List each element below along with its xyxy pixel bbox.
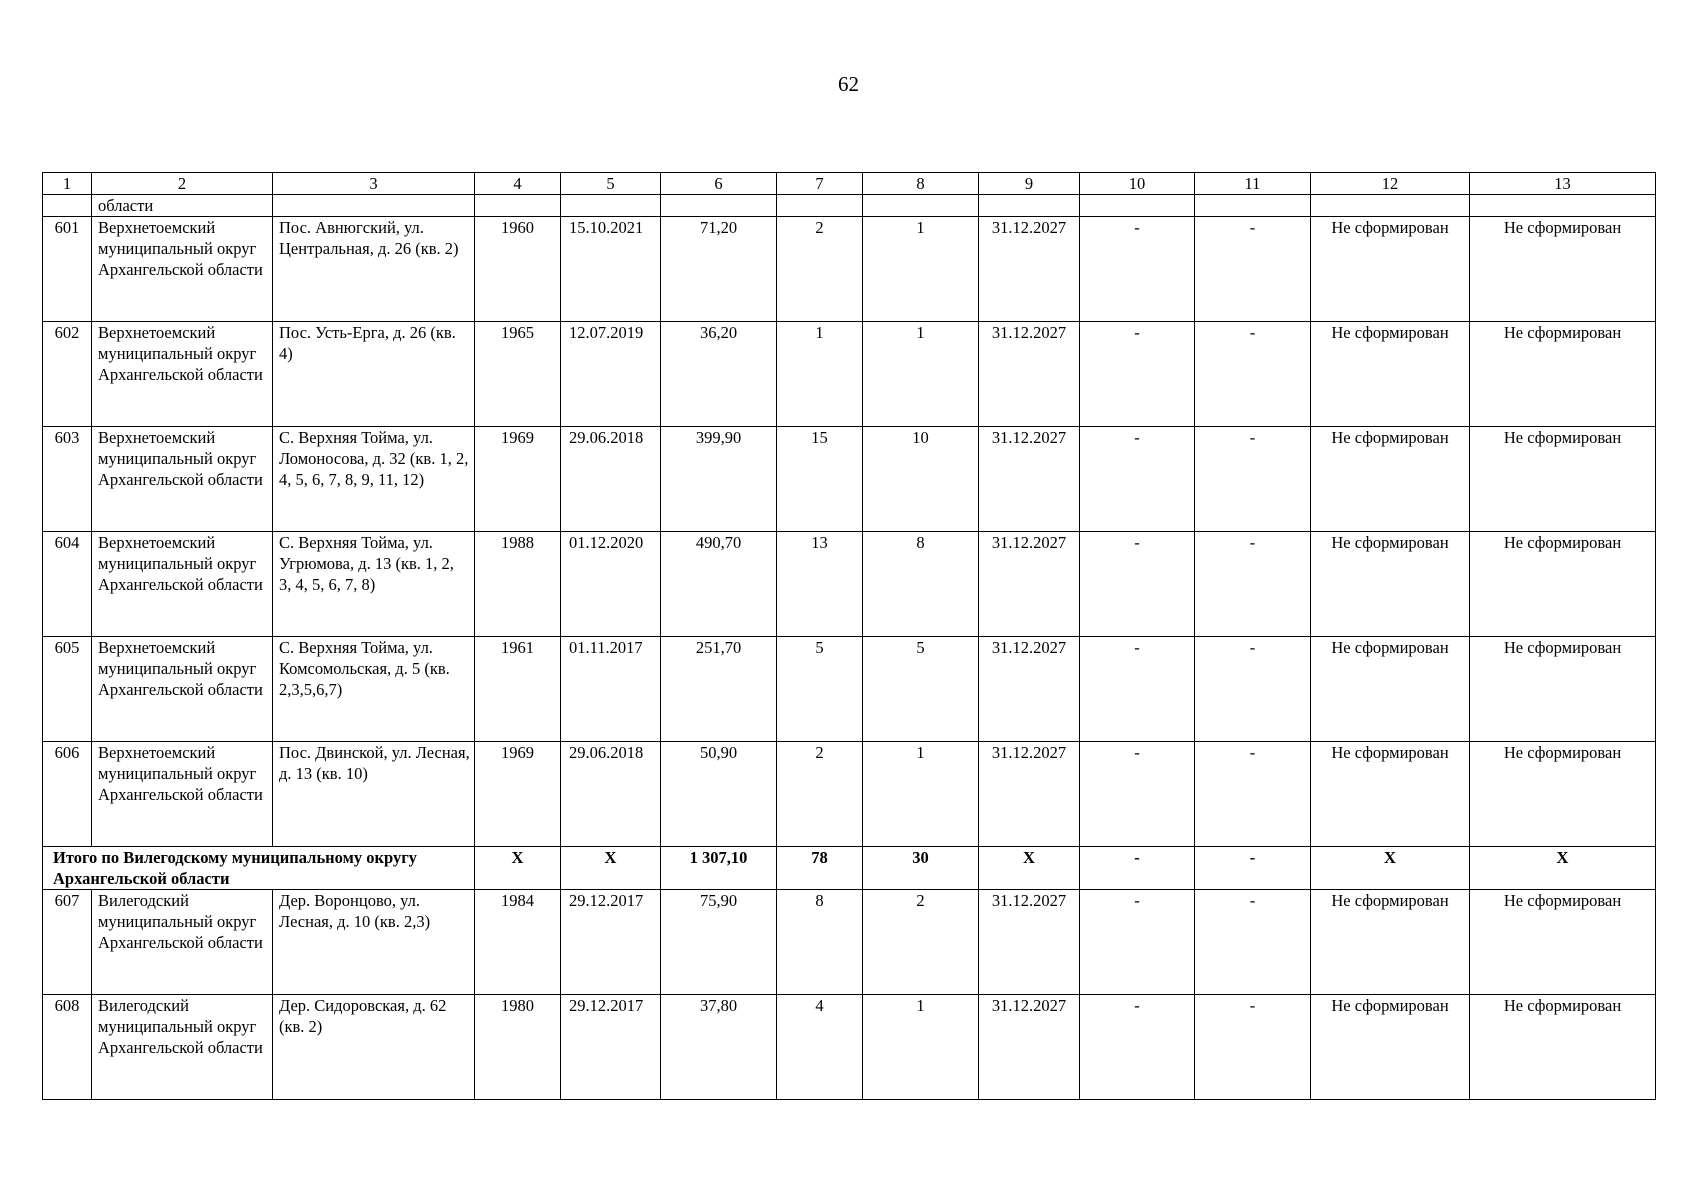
dash-cell: - (1080, 995, 1195, 1100)
table-row (43, 217, 1656, 322)
year-cell: 1980 (475, 995, 561, 1100)
area-cell: 37,80 (661, 995, 777, 1100)
deadline-cell: 31.12.2027 (979, 532, 1080, 637)
status-cell: Не сформирован (1470, 637, 1656, 742)
date-cell: 15.10.2021 (561, 217, 661, 322)
municipality-cell: Вилегодский муниципальный округ Архангельской области (92, 890, 273, 995)
municipality-cell: Верхнетоемский муниципальный округ Архангельской области (92, 217, 273, 322)
status-cell: Не сформирован (1311, 217, 1470, 322)
total-area: 1 307,10 (661, 847, 777, 890)
date-cell: 29.06.2018 (561, 427, 661, 532)
column-number: 1 (43, 173, 92, 195)
year-cell: 1969 (475, 742, 561, 847)
area-cell: 251,70 (661, 637, 777, 742)
table-row (43, 890, 1656, 995)
status-cell: Не сформирован (1470, 995, 1656, 1100)
dash-cell: - (1080, 532, 1195, 637)
date-cell: 01.12.2020 (561, 532, 661, 637)
dash-cell: - (1195, 532, 1311, 637)
total-cell: 78 (777, 847, 863, 890)
table-row (43, 532, 1656, 637)
year-cell: 1961 (475, 637, 561, 742)
row-number: 604 (43, 532, 92, 637)
count-cell: 13 (777, 532, 863, 637)
table-row (43, 742, 1656, 847)
dash-cell: - (1195, 637, 1311, 742)
count-cell: 1 (863, 322, 979, 427)
year-cell: 1984 (475, 890, 561, 995)
row-number: 601 (43, 217, 92, 322)
row-number: 603 (43, 427, 92, 532)
municipality-cell: Верхнетоемский муниципальный округ Архангельской области (92, 532, 273, 637)
total-cell: X (1470, 847, 1656, 890)
table-row (43, 427, 1656, 532)
count-cell: 8 (863, 532, 979, 637)
total-cell: - (1195, 847, 1311, 890)
area-cell: 71,20 (661, 217, 777, 322)
date-cell: 01.11.2017 (561, 637, 661, 742)
count-cell: 2 (777, 217, 863, 322)
area-cell: 399,90 (661, 427, 777, 532)
column-number: 8 (863, 173, 979, 195)
dash-cell: - (1195, 217, 1311, 322)
dash-cell: - (1195, 890, 1311, 995)
status-cell: Не сформирован (1470, 217, 1656, 322)
status-cell: Не сформирован (1470, 742, 1656, 847)
count-cell: 15 (777, 427, 863, 532)
municipality-cell: Верхнетоемский муниципальный округ Архангельской области (92, 742, 273, 847)
continuation-text: области (92, 195, 273, 217)
year-cell: 1969 (475, 427, 561, 532)
status-cell: Не сформирован (1470, 427, 1656, 532)
address-cell: С. Верхняя Тойма, ул. Угрюмова, д. 13 (кв. 1, 2, 3, 4, 5, 6, 7, 8) (273, 532, 475, 637)
deadline-cell: 31.12.2027 (979, 742, 1080, 847)
table-row (43, 995, 1656, 1100)
row-number: 607 (43, 890, 92, 995)
total-cell: X (475, 847, 561, 890)
status-cell: Не сформирован (1311, 890, 1470, 995)
municipality-cell: Верхнетоемский муниципальный округ Архангельской области (92, 322, 273, 427)
status-cell: Не сформирован (1470, 532, 1656, 637)
status-cell: Не сформирован (1470, 890, 1656, 995)
date-cell: 29.12.2017 (561, 890, 661, 995)
continuation-row (43, 195, 1656, 217)
table-row (43, 637, 1656, 742)
column-number: 3 (273, 173, 475, 195)
column-number: 10 (1080, 173, 1195, 195)
deadline-cell: 31.12.2027 (979, 890, 1080, 995)
area-cell: 50,90 (661, 742, 777, 847)
registry-table (42, 172, 1656, 1100)
count-cell: 2 (863, 890, 979, 995)
status-cell: Не сформирован (1311, 637, 1470, 742)
address-cell: Пос. Двинской, ул. Лесная, д. 13 (кв. 10) (273, 742, 475, 847)
area-cell: 490,70 (661, 532, 777, 637)
deadline-cell: 31.12.2027 (979, 995, 1080, 1100)
total-row (43, 847, 1656, 890)
year-cell: 1960 (475, 217, 561, 322)
count-cell: 1 (863, 217, 979, 322)
count-cell: 1 (863, 995, 979, 1100)
date-cell: 29.06.2018 (561, 742, 661, 847)
column-number: 6 (661, 173, 777, 195)
count-cell: 1 (777, 322, 863, 427)
date-cell: 29.12.2017 (561, 995, 661, 1100)
address-cell: Дер. Сидоровская, д. 62 (кв. 2) (273, 995, 475, 1100)
year-cell: 1965 (475, 322, 561, 427)
total-cell: - (1080, 847, 1195, 890)
address-cell: Пос. Усть-Ерга, д. 26 (кв. 4) (273, 322, 475, 427)
count-cell: 10 (863, 427, 979, 532)
municipality-cell: Вилегодский муниципальный округ Архангельской области (92, 995, 273, 1100)
area-cell: 75,90 (661, 890, 777, 995)
count-cell: 1 (863, 742, 979, 847)
dash-cell: - (1080, 637, 1195, 742)
status-cell: Не сформирован (1311, 742, 1470, 847)
year-cell: 1988 (475, 532, 561, 637)
area-cell: 36,20 (661, 322, 777, 427)
address-cell: Пос. Авнюгский, ул. Центральная, д. 26 (кв. 2) (273, 217, 475, 322)
column-number: 9 (979, 173, 1080, 195)
column-number: 13 (1470, 173, 1656, 195)
address-cell: С. Верхняя Тойма, ул. Комсомольская, д. 5 (кв. 2,3,5,6,7) (273, 637, 475, 742)
table-row (43, 322, 1656, 427)
column-number: 7 (777, 173, 863, 195)
deadline-cell: 31.12.2027 (979, 217, 1080, 322)
column-number: 11 (1195, 173, 1311, 195)
dash-cell: - (1195, 742, 1311, 847)
dash-cell: - (1195, 322, 1311, 427)
row-number: 605 (43, 637, 92, 742)
address-cell: Дер. Воронцово, ул. Лесная, д. 10 (кв. 2,3) (273, 890, 475, 995)
count-cell: 5 (863, 637, 979, 742)
total-cell: X (979, 847, 1080, 890)
date-cell: 12.07.2019 (561, 322, 661, 427)
count-cell: 4 (777, 995, 863, 1100)
deadline-cell: 31.12.2027 (979, 637, 1080, 742)
total-cell: X (561, 847, 661, 890)
column-number: 12 (1311, 173, 1470, 195)
dash-cell: - (1080, 217, 1195, 322)
column-number-row (43, 173, 1656, 195)
row-number: 608 (43, 995, 92, 1100)
municipality-cell: Верхнетоемский муниципальный округ Архангельской области (92, 637, 273, 742)
column-number: 4 (475, 173, 561, 195)
dash-cell: - (1080, 742, 1195, 847)
total-label: Итого по Вилегодскому муниципальному округу Архангельской области (43, 847, 475, 890)
status-cell: Не сформирован (1311, 322, 1470, 427)
dash-cell: - (1080, 427, 1195, 532)
status-cell: Не сформирован (1470, 322, 1656, 427)
count-cell: 5 (777, 637, 863, 742)
status-cell: Не сформирован (1311, 995, 1470, 1100)
status-cell: Не сформирован (1311, 427, 1470, 532)
total-cell: 30 (863, 847, 979, 890)
municipality-cell: Верхнетоемский муниципальный округ Архангельской области (92, 427, 273, 532)
deadline-cell: 31.12.2027 (979, 322, 1080, 427)
address-cell: С. Верхняя Тойма, ул. Ломоносова, д. 32 (кв. 1, 2, 4, 5, 6, 7, 8, 9, 11, 12) (273, 427, 475, 532)
column-number: 5 (561, 173, 661, 195)
dash-cell: - (1195, 995, 1311, 1100)
page-number: 62 (838, 72, 859, 96)
count-cell: 8 (777, 890, 863, 995)
dash-cell: - (1080, 890, 1195, 995)
total-cell: X (1311, 847, 1470, 890)
count-cell: 2 (777, 742, 863, 847)
dash-cell: - (1080, 322, 1195, 427)
dash-cell: - (1195, 427, 1311, 532)
column-number: 2 (92, 173, 273, 195)
row-number: 606 (43, 742, 92, 847)
row-number: 602 (43, 322, 92, 427)
deadline-cell: 31.12.2027 (979, 427, 1080, 532)
status-cell: Не сформирован (1311, 532, 1470, 637)
